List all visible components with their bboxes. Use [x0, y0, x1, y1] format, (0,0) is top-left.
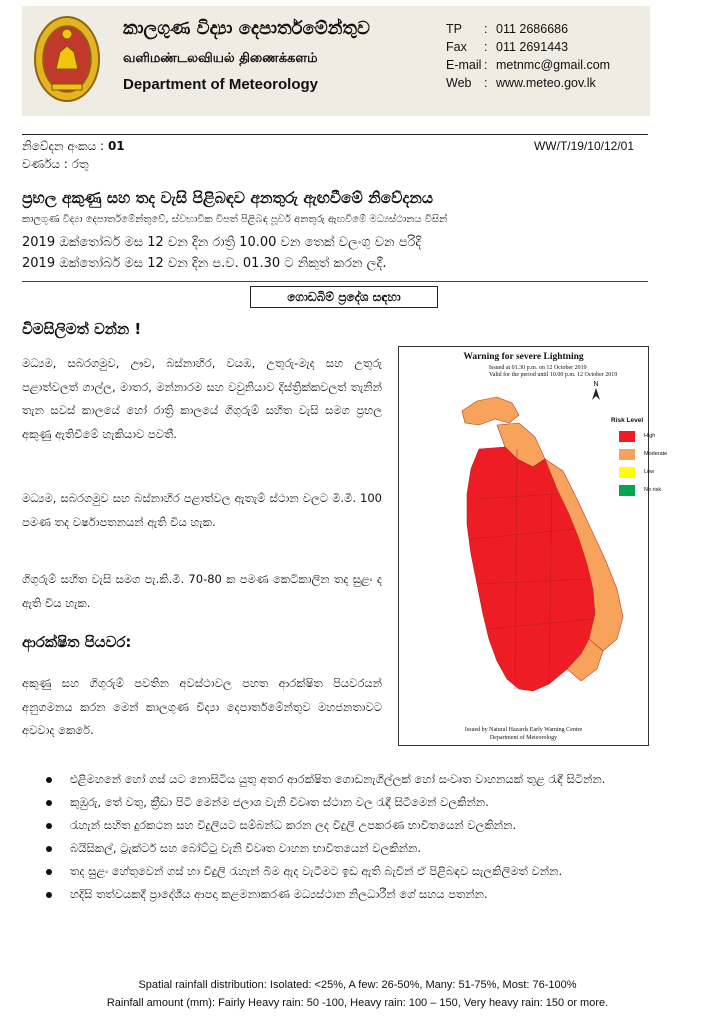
- contact-web: Web : www.meteo.gov.lk: [446, 76, 596, 90]
- contact-phone: TP : 011 2686686: [446, 22, 569, 36]
- letterhead: [22, 6, 650, 116]
- footer-rainfall-amount: Rainfall amount (mm): Fairly Heavy rain: 50 -100, Heavy rain: 100 – 150, Very heavy rain: 150 or more.: [106, 997, 609, 1009]
- notice-issued-time: 2019 ඔක්තෝබර් මස 12 වන දින ප.ව. 01.30 ට නිකුත් කරන ලදී.: [22, 256, 387, 271]
- notice-title: ප්‍රභල අකුණු සහ තද වැසි පිළිබඳව අනතුරු ඇඟවීමේ නිවේදනය: [22, 189, 434, 207]
- bullet-icon: [46, 800, 52, 806]
- precautions-heading: ආරක්ෂිත පියවර:: [22, 633, 132, 651]
- bullet-icon: [46, 777, 52, 783]
- bullet-icon: [46, 892, 52, 898]
- list-item: එළිමහනේ හෝ ගස් යට නොසිටිය යුතු අතර ආරක්ෂිත ගොඩනැගිල්ලක් හෝ සංවෘත වාහනයක් තුළ රැඳී සිටින්න.: [46, 768, 656, 791]
- alert-heading: විමසිලිමත් වන්න !: [22, 320, 142, 338]
- department-name-english: Department of Meteorology: [123, 76, 319, 93]
- list-item: රැහැන් සහිත දුරකථන සහ විදුලියට සම්බන්ධ කරන ලද විදුලි උපකරණ භාවිතයෙන් වලකින්න.: [46, 814, 656, 837]
- notice-color: වර්ණය : රතු: [22, 157, 89, 171]
- map-title: Warning for severe Lightning: [463, 352, 584, 362]
- region-label: ගොඩබිම් ප්‍රදේශ සඳහා: [250, 286, 438, 308]
- sri-lanka-emblem-icon: [32, 14, 102, 104]
- paragraph-lightning: මධ්‍යම, සබරගමුව, ඌව, බස්නාහිර, වයඹ, උතුරු-මැද සහ උතුරු පළාත්වලත් ගාල්ල, මාතර, මන්නාරම සහ වවුනියාව දිස්ත්‍රික්කවලත් තැනින් තැන සවස් කාලයේ හෝ රාත්‍රි කාලයේ ගිගුරුම් සහිත වැසි සමග ප්‍රභල අකුණු ඇතිවීමේ හැකියාව පවතී.: [22, 356, 382, 441]
- list-item: තද සුළං හේතුවෙන් ගස් හා විදුලි රැහැන් බිම ඇද වැටීමට ඉඩ ඇති බැවින් ඒ පිළිබඳව සැලකිලිමත් වන්න.: [46, 860, 656, 883]
- department-name-sinhala: කාලගුණ විද්‍යා දෙපාර්තමේන්තුව: [123, 18, 370, 39]
- list-item: බයිසිකල්, ට්‍රැක්ටර් සහ බෝට්ටු වැනි විවෘත වාහන භාවිතයෙන් වලකින්න.: [46, 837, 656, 860]
- map-issued-time: Issued at 01.30 p.m. on 12 October 2019: [489, 365, 587, 371]
- map-department: Department of Meteorology: [489, 735, 558, 741]
- footer-rainfall-distribution: Spatial rainfall distribution: Isolated: <25%, A few: 26-50%, Many: 51-75%, Most: 76-100%: [138, 979, 577, 991]
- legend-title: Risk Level: [611, 417, 644, 424]
- precautions-list: [46, 768, 656, 906]
- notice-code: WW/T/19/10/12/01: [533, 139, 634, 153]
- contact-email: E-mail : metnmc@gmail.com: [446, 58, 611, 72]
- map-validity: Valid for the period until 10.00 p.m. 12 October 2019: [489, 372, 618, 378]
- header-divider: [22, 134, 648, 135]
- bullet-icon: [46, 823, 52, 829]
- notice-number: 01: [107, 139, 125, 153]
- lightning-warning-map: Warning for severe Lightning Issued at 01.30 p.m. on 12 October 2019 Valid for the period until 10.00 p.m. 12 October 2019 N Risk Level High Moderate Low No risk Issued by Natural Hazards Early Warning Centre Department of Meteorology: [398, 346, 649, 746]
- contact-details: [446, 20, 610, 92]
- paragraph-rainfall: මධ්‍යම, සබරගමුව සහ බස්නාහිර පළාත්වල ඇතැම් ස්ථාන වලට මි.මී. 100 පමණ තද වර්ෂාපතනයන් ඇති විය හැක.: [22, 491, 382, 529]
- list-item: හදිසි තත්වයකදී ප්‍රාදේශීය ආපදා කළමනාකරණ මධ්‍යස්ථාන නිලධාරීන් ගේ සහය පතන්න.: [46, 883, 656, 906]
- section-divider: [22, 281, 648, 282]
- notice-number-label: නිවේදන අංකය :: [22, 139, 105, 153]
- paragraph-wind: ගිගුරුම් සහිත වැසි සමග පැ.කි.මී. 70-80 ක පමණ කෙටිකාලින තද සුළං ද ඇති විය හැක.: [22, 572, 382, 610]
- bullet-icon: [46, 846, 52, 852]
- north-label: N: [593, 381, 599, 388]
- department-name-tamil: வளிமண்டலவியல் திணைக்களம்: [123, 51, 318, 66]
- contact-fax: Fax : 011 2691443: [446, 40, 569, 54]
- sri-lanka-map: [457, 389, 627, 709]
- map-issuer: Issued by Natural Hazards Early Warning Centre: [464, 727, 583, 733]
- bullet-icon: [46, 869, 52, 875]
- list-item: කුඹුරු, තේ වතු, ක්‍රීඩා පිටි මෙන්ම ජලාශ වැනි විවෘත ස්ථාන වල රැඳී සිටීමෙන් වලකින්න.: [46, 791, 656, 814]
- notice-issuer: කාලගුණ විද්‍යා දෙපාර්තමේන්තුවේ, ස්වභාවික විපත් පිළිබඳ පූර්ව අනතුරු ඇඟවීමේ මධ්‍යස්ථානය විසින්: [22, 214, 448, 225]
- paragraph-precautions: අකුණු සහ ගිගුරුම් පවතින අවස්ථාවල පහත ආරක්ෂිත පියවරයන් අනුගමනය කරන මෙන් කාලගුණ විද්‍යා දෙපාර්තමේන්තුව මහජනතාවට අවවාද කෙරේ.: [22, 676, 382, 737]
- notice-validity: 2019 ඔක්තෝබර් මස 12 වන දින රාත්‍රි 10.00 වන තෙක් වලංගු වන පරිදි: [22, 235, 422, 250]
